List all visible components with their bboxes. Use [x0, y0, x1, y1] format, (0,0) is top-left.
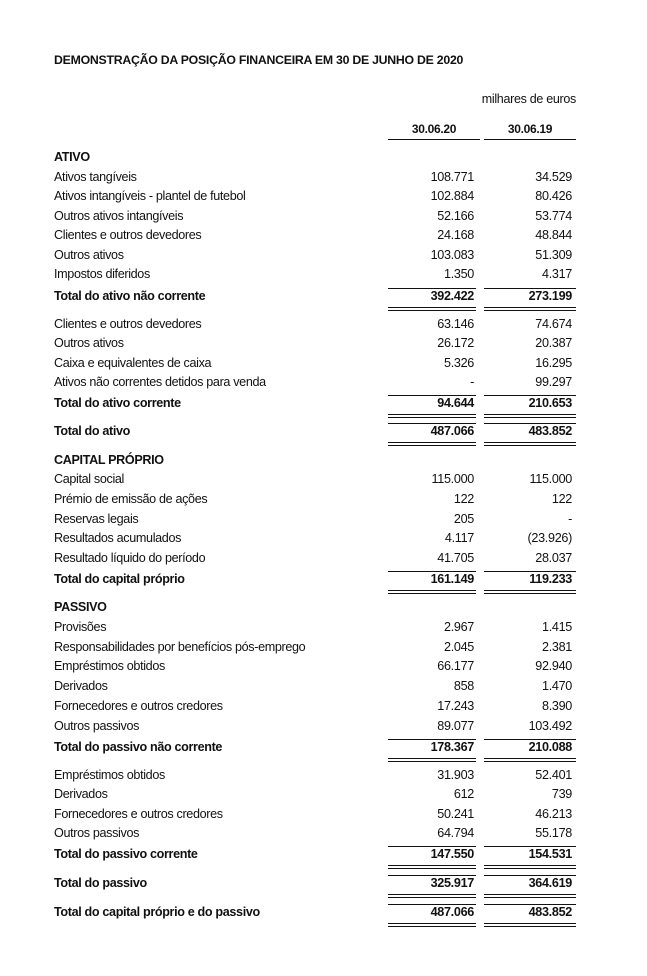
total-row [0, 287, 647, 306]
row-label: Outros ativos [54, 336, 124, 350]
value-2019: 273.199 [528, 289, 572, 303]
rule-below-total [388, 442, 476, 443]
value-2020: 31.903 [437, 768, 474, 782]
row-label: Fornecedores e outros credores [54, 807, 223, 821]
rule-below-total [388, 761, 476, 762]
value-2020: 2.045 [443, 640, 474, 654]
value-2020: 115.000 [431, 472, 474, 486]
table-row [0, 373, 647, 392]
value-2020: 487.066 [430, 424, 474, 438]
row-label: Clientes e outros devedores [54, 228, 202, 242]
value-2019: 99.297 [535, 375, 572, 389]
value-2019: 364.619 [528, 876, 572, 890]
rule-above-total [388, 288, 476, 289]
row-label: Derivados [54, 787, 108, 801]
total-row [0, 738, 647, 757]
rule-below-total [484, 865, 576, 866]
row-label: Caixa e equivalentes de caixa [54, 356, 212, 370]
row-label: ATIVO [54, 150, 90, 164]
table-row [0, 618, 647, 637]
value-2019: 34.529 [535, 170, 572, 184]
rule-above-total [388, 875, 476, 876]
table-row [0, 187, 647, 206]
value-2020: 24.168 [437, 228, 474, 242]
value-2019: 53.774 [535, 209, 572, 223]
row-label: Outros ativos [54, 248, 124, 262]
rule-above-total [484, 423, 576, 424]
row-label: Outros ativos intangíveis [54, 209, 184, 223]
value-2020: 52.166 [437, 209, 474, 223]
value-2020: 89.077 [437, 719, 474, 733]
value-2019: 92.940 [535, 659, 572, 673]
value-2020: 487.066 [430, 905, 474, 919]
value-2019: 115.000 [529, 472, 572, 486]
row-label: Resultado líquido do período [54, 551, 206, 565]
table-row [0, 490, 647, 509]
rule-below-total [388, 758, 476, 759]
value-2020: 1.350 [443, 267, 474, 281]
rule-below-total [484, 868, 576, 869]
row-label: Reservas legais [54, 512, 139, 526]
table-row [0, 510, 647, 529]
column-header-2020: 30.06.20 [388, 122, 480, 140]
value-2020: 26.172 [437, 336, 474, 350]
row-label: Provisões [54, 620, 107, 634]
row-label: Total do ativo corrente [54, 396, 181, 410]
rule-below-total [388, 414, 476, 415]
column-header-2019: 30.06.19 [484, 122, 576, 140]
value-2019: 52.401 [535, 768, 572, 782]
table-row [0, 638, 647, 657]
total-row [0, 903, 647, 922]
value-2020: 17.243 [437, 699, 474, 713]
value-2019: 20.387 [535, 336, 572, 350]
rule-below-total [484, 894, 576, 895]
rule-below-total [388, 868, 476, 869]
table-row [0, 657, 647, 676]
value-2019: 210.088 [528, 740, 572, 754]
rule-below-total [388, 897, 476, 898]
value-2020: 4.117 [444, 531, 474, 545]
row-label: Prémio de emissão de ações [54, 492, 208, 506]
rule-below-total [388, 926, 476, 927]
rule-below-total [484, 593, 576, 594]
table-row [0, 246, 647, 265]
value-2020: 205 [453, 512, 474, 526]
table-row [0, 168, 647, 187]
value-2019: 55.178 [535, 826, 572, 840]
value-2020: 108.771 [430, 170, 474, 184]
row-label: Ativos tangíveis [54, 170, 137, 184]
value-2020: 63.146 [437, 317, 474, 331]
value-2019: 103.492 [528, 719, 572, 733]
rule-below-total [388, 445, 476, 446]
rule-below-total [484, 442, 576, 443]
rule-below-total [388, 923, 476, 924]
value-2020: 94.644 [437, 396, 474, 410]
rule-below-total [484, 414, 576, 415]
value-2020: 122 [453, 492, 474, 506]
row-label: Impostos diferidos [54, 267, 150, 281]
rule-below-total [484, 590, 576, 591]
value-2019: 154.531 [528, 847, 572, 861]
value-2019: 48.844 [535, 228, 572, 242]
rule-below-total [388, 417, 476, 418]
rule-above-total [388, 904, 476, 905]
value-2019: 8.390 [541, 699, 572, 713]
value-2019: 51.309 [535, 248, 572, 262]
rule-above-total [388, 739, 476, 740]
table-row [0, 334, 647, 353]
row-label: Fornecedores e outros credores [54, 699, 223, 713]
table-row [0, 677, 647, 696]
rule-below-total [388, 310, 476, 311]
section-heading [0, 451, 647, 470]
value-2019: 1.470 [541, 679, 572, 693]
unit-label: milhares de euros [481, 92, 576, 106]
total-row [0, 422, 647, 441]
section-heading [0, 598, 647, 617]
value-2020: - [470, 375, 474, 389]
rule-above-total [484, 904, 576, 905]
value-2019: 28.037 [535, 551, 572, 565]
value-2019: - [568, 512, 572, 526]
row-label: Clientes e outros devedores [54, 317, 202, 331]
table-row [0, 766, 647, 785]
value-2020: 5.326 [443, 356, 474, 370]
total-row [0, 394, 647, 413]
value-2020: 41.705 [437, 551, 474, 565]
row-label: CAPITAL PRÓPRIO [54, 453, 164, 467]
value-2019: 483.852 [528, 905, 572, 919]
rule-above-total [484, 288, 576, 289]
value-2020: 858 [453, 679, 474, 693]
row-label: Outros passivos [54, 826, 140, 840]
value-2020: 161.149 [430, 572, 474, 586]
row-label: Derivados [54, 679, 108, 693]
total-row [0, 874, 647, 893]
value-2020: 64.794 [437, 826, 474, 840]
value-2019: 16.295 [535, 356, 572, 370]
rule-above-total [388, 571, 476, 572]
rule-below-total [484, 761, 576, 762]
row-label: Ativos intangíveis - plantel de futebol [54, 189, 246, 203]
row-label: Empréstimos obtidos [54, 768, 165, 782]
row-label: PASSIVO [54, 600, 107, 614]
rule-below-total [388, 894, 476, 895]
section-heading [0, 148, 647, 167]
total-row [0, 845, 647, 864]
row-label: Empréstimos obtidos [54, 659, 165, 673]
value-2019: 483.852 [528, 424, 572, 438]
rule-above-total [484, 739, 576, 740]
table-row [0, 315, 647, 334]
row-label: Capital social [54, 472, 124, 486]
value-2019: 80.426 [535, 189, 572, 203]
table-row [0, 470, 647, 489]
value-2020: 50.241 [437, 807, 474, 821]
value-2019: 74.674 [535, 317, 572, 331]
rule-below-total [484, 417, 576, 418]
row-label: Total do capital próprio e do passivo [54, 905, 260, 919]
table-row [0, 824, 647, 843]
rule-above-total [388, 423, 476, 424]
value-2020: 103.083 [430, 248, 474, 262]
table-row [0, 529, 647, 548]
value-2020: 147.550 [430, 847, 474, 861]
statement-title: DEMONSTRAÇÃO DA POSIÇÃO FINANCEIRA EM 30 DE JUNHO DE 2020 [54, 53, 464, 67]
rule-above-total [484, 846, 576, 847]
value-2019: 1.415 [541, 620, 572, 634]
table-row [0, 717, 647, 736]
table-row [0, 805, 647, 824]
value-2019: 2.381 [541, 640, 572, 654]
rule-below-total [484, 310, 576, 311]
value-2019: 739 [551, 787, 572, 801]
value-2019: 4.317 [541, 267, 572, 281]
rule-below-total [484, 758, 576, 759]
value-2019: 46.213 [535, 807, 572, 821]
value-2020: 178.367 [430, 740, 474, 754]
row-label: Resultados acumulados [54, 531, 182, 545]
value-2020: 325.917 [430, 876, 474, 890]
row-label: Total do ativo não corrente [54, 289, 206, 303]
rule-below-total [484, 897, 576, 898]
value-2020: 392.422 [430, 289, 474, 303]
rule-below-total [484, 926, 576, 927]
value-2019: 210.653 [528, 396, 572, 410]
value-2020: 612 [453, 787, 474, 801]
table-row [0, 549, 647, 568]
row-label: Total do capital próprio [54, 572, 185, 586]
rule-below-total [388, 590, 476, 591]
value-2019: (23.926) [527, 531, 572, 545]
row-label: Total do passivo corrente [54, 847, 198, 861]
rule-below-total [388, 865, 476, 866]
value-2019: 122 [551, 492, 572, 506]
row-label: Total do passivo não corrente [54, 740, 223, 754]
table-row [0, 265, 647, 284]
rule-above-total [388, 395, 476, 396]
table-row [0, 226, 647, 245]
value-2019: 119.233 [529, 572, 572, 586]
row-label: Ativos não correntes detidos para venda [54, 375, 266, 389]
rule-above-total [484, 875, 576, 876]
table-row [0, 697, 647, 716]
total-row [0, 570, 647, 589]
rule-above-total [484, 571, 576, 572]
table-row [0, 354, 647, 373]
rule-below-total [484, 307, 576, 308]
rule-above-total [388, 846, 476, 847]
rule-below-total [484, 923, 576, 924]
row-label: Outros passivos [54, 719, 140, 733]
rule-below-total [484, 445, 576, 446]
value-2020: 102.884 [430, 189, 474, 203]
value-2020: 2.967 [443, 620, 474, 634]
table-row [0, 207, 647, 226]
row-label: Total do ativo [54, 424, 131, 438]
table-row [0, 785, 647, 804]
rule-below-total [388, 593, 476, 594]
rule-below-total [388, 307, 476, 308]
row-label: Responsabilidades por benefícios pós-emprego [54, 640, 306, 654]
value-2020: 66.177 [437, 659, 474, 673]
rule-above-total [484, 395, 576, 396]
row-label: Total do passivo [54, 876, 147, 890]
